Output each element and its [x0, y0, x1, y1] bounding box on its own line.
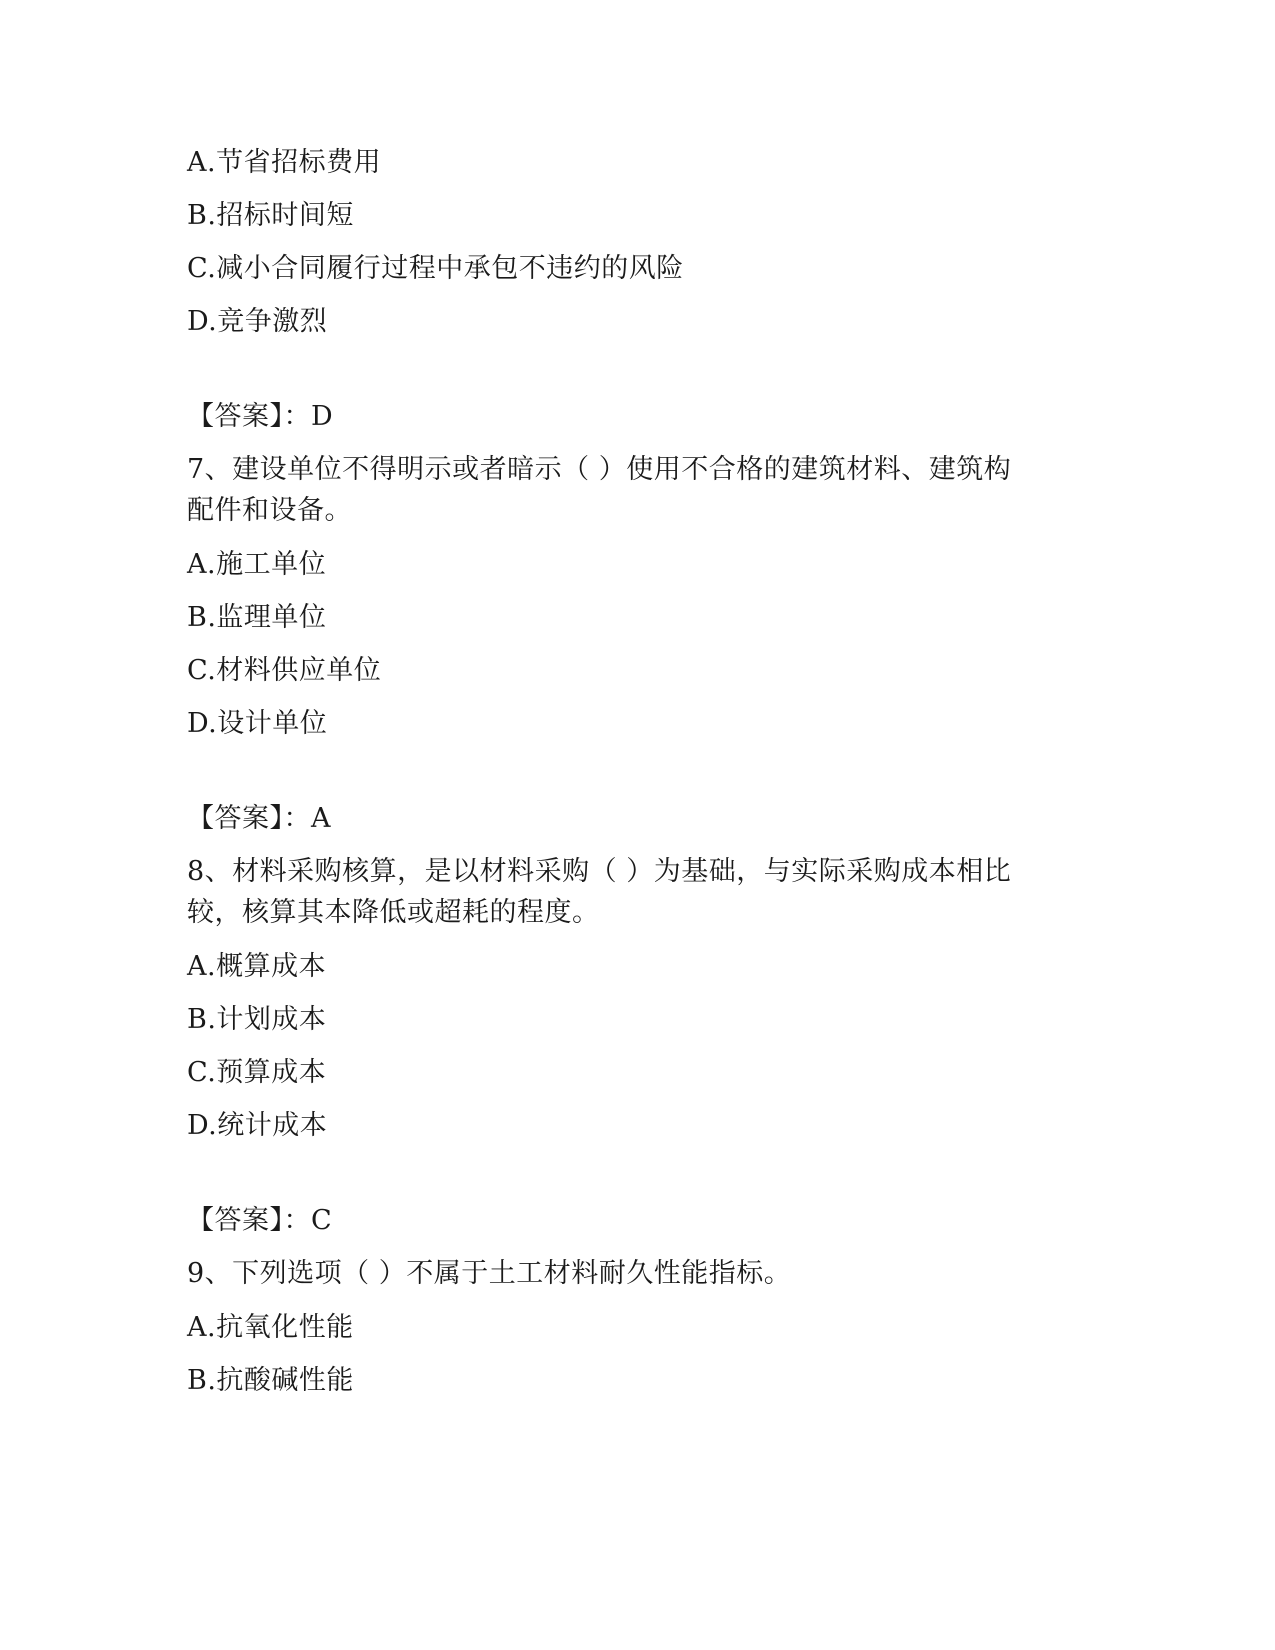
q8-option-c: C.预算成本	[187, 1057, 327, 1088]
q7-answer: 【答案】：A	[187, 803, 331, 834]
q7-option-b: B.监理单位	[187, 602, 327, 633]
q7-option-c: C.材料供应单位	[187, 655, 382, 686]
q8-answer: 【答案】：C	[187, 1205, 333, 1236]
q6-option-d: D.竞争激烈	[187, 306, 328, 337]
q8-option-a: A.概算成本	[187, 951, 327, 982]
q7-question-line1: 7、建设单位不得明示或者暗示（ ）使用不合格的建筑材料、建筑构	[187, 454, 1012, 485]
q7-question-line2: 配件和设备。	[187, 495, 352, 526]
q6-answer: 【答案】：D	[187, 401, 334, 432]
q9-question-line1: 9、下列选项（ ）不属于土工材料耐久性能指标。	[187, 1258, 792, 1289]
q8-question-line2: 较，核算其本降低或超耗的程度。	[187, 897, 600, 928]
q8-option-b: B.计划成本	[187, 1004, 327, 1035]
q9-option-b: B.抗酸碱性能	[187, 1365, 354, 1396]
q9-option-a: A.抗氧化性能	[187, 1312, 354, 1343]
q7-option-a: A.施工单位	[187, 549, 327, 580]
q6-option-b: B.招标时间短	[187, 200, 354, 231]
q8-option-d: D.统计成本	[187, 1110, 328, 1141]
q7-option-d: D.设计单位	[187, 708, 328, 739]
q6-option-a: A.节省招标费用	[187, 147, 382, 178]
q8-question-line1: 8、材料采购核算，是以材料采购（ ）为基础，与实际采购成本相比	[187, 856, 1012, 887]
q6-option-c: C.减小合同履行过程中承包不违约的风险	[187, 253, 684, 284]
